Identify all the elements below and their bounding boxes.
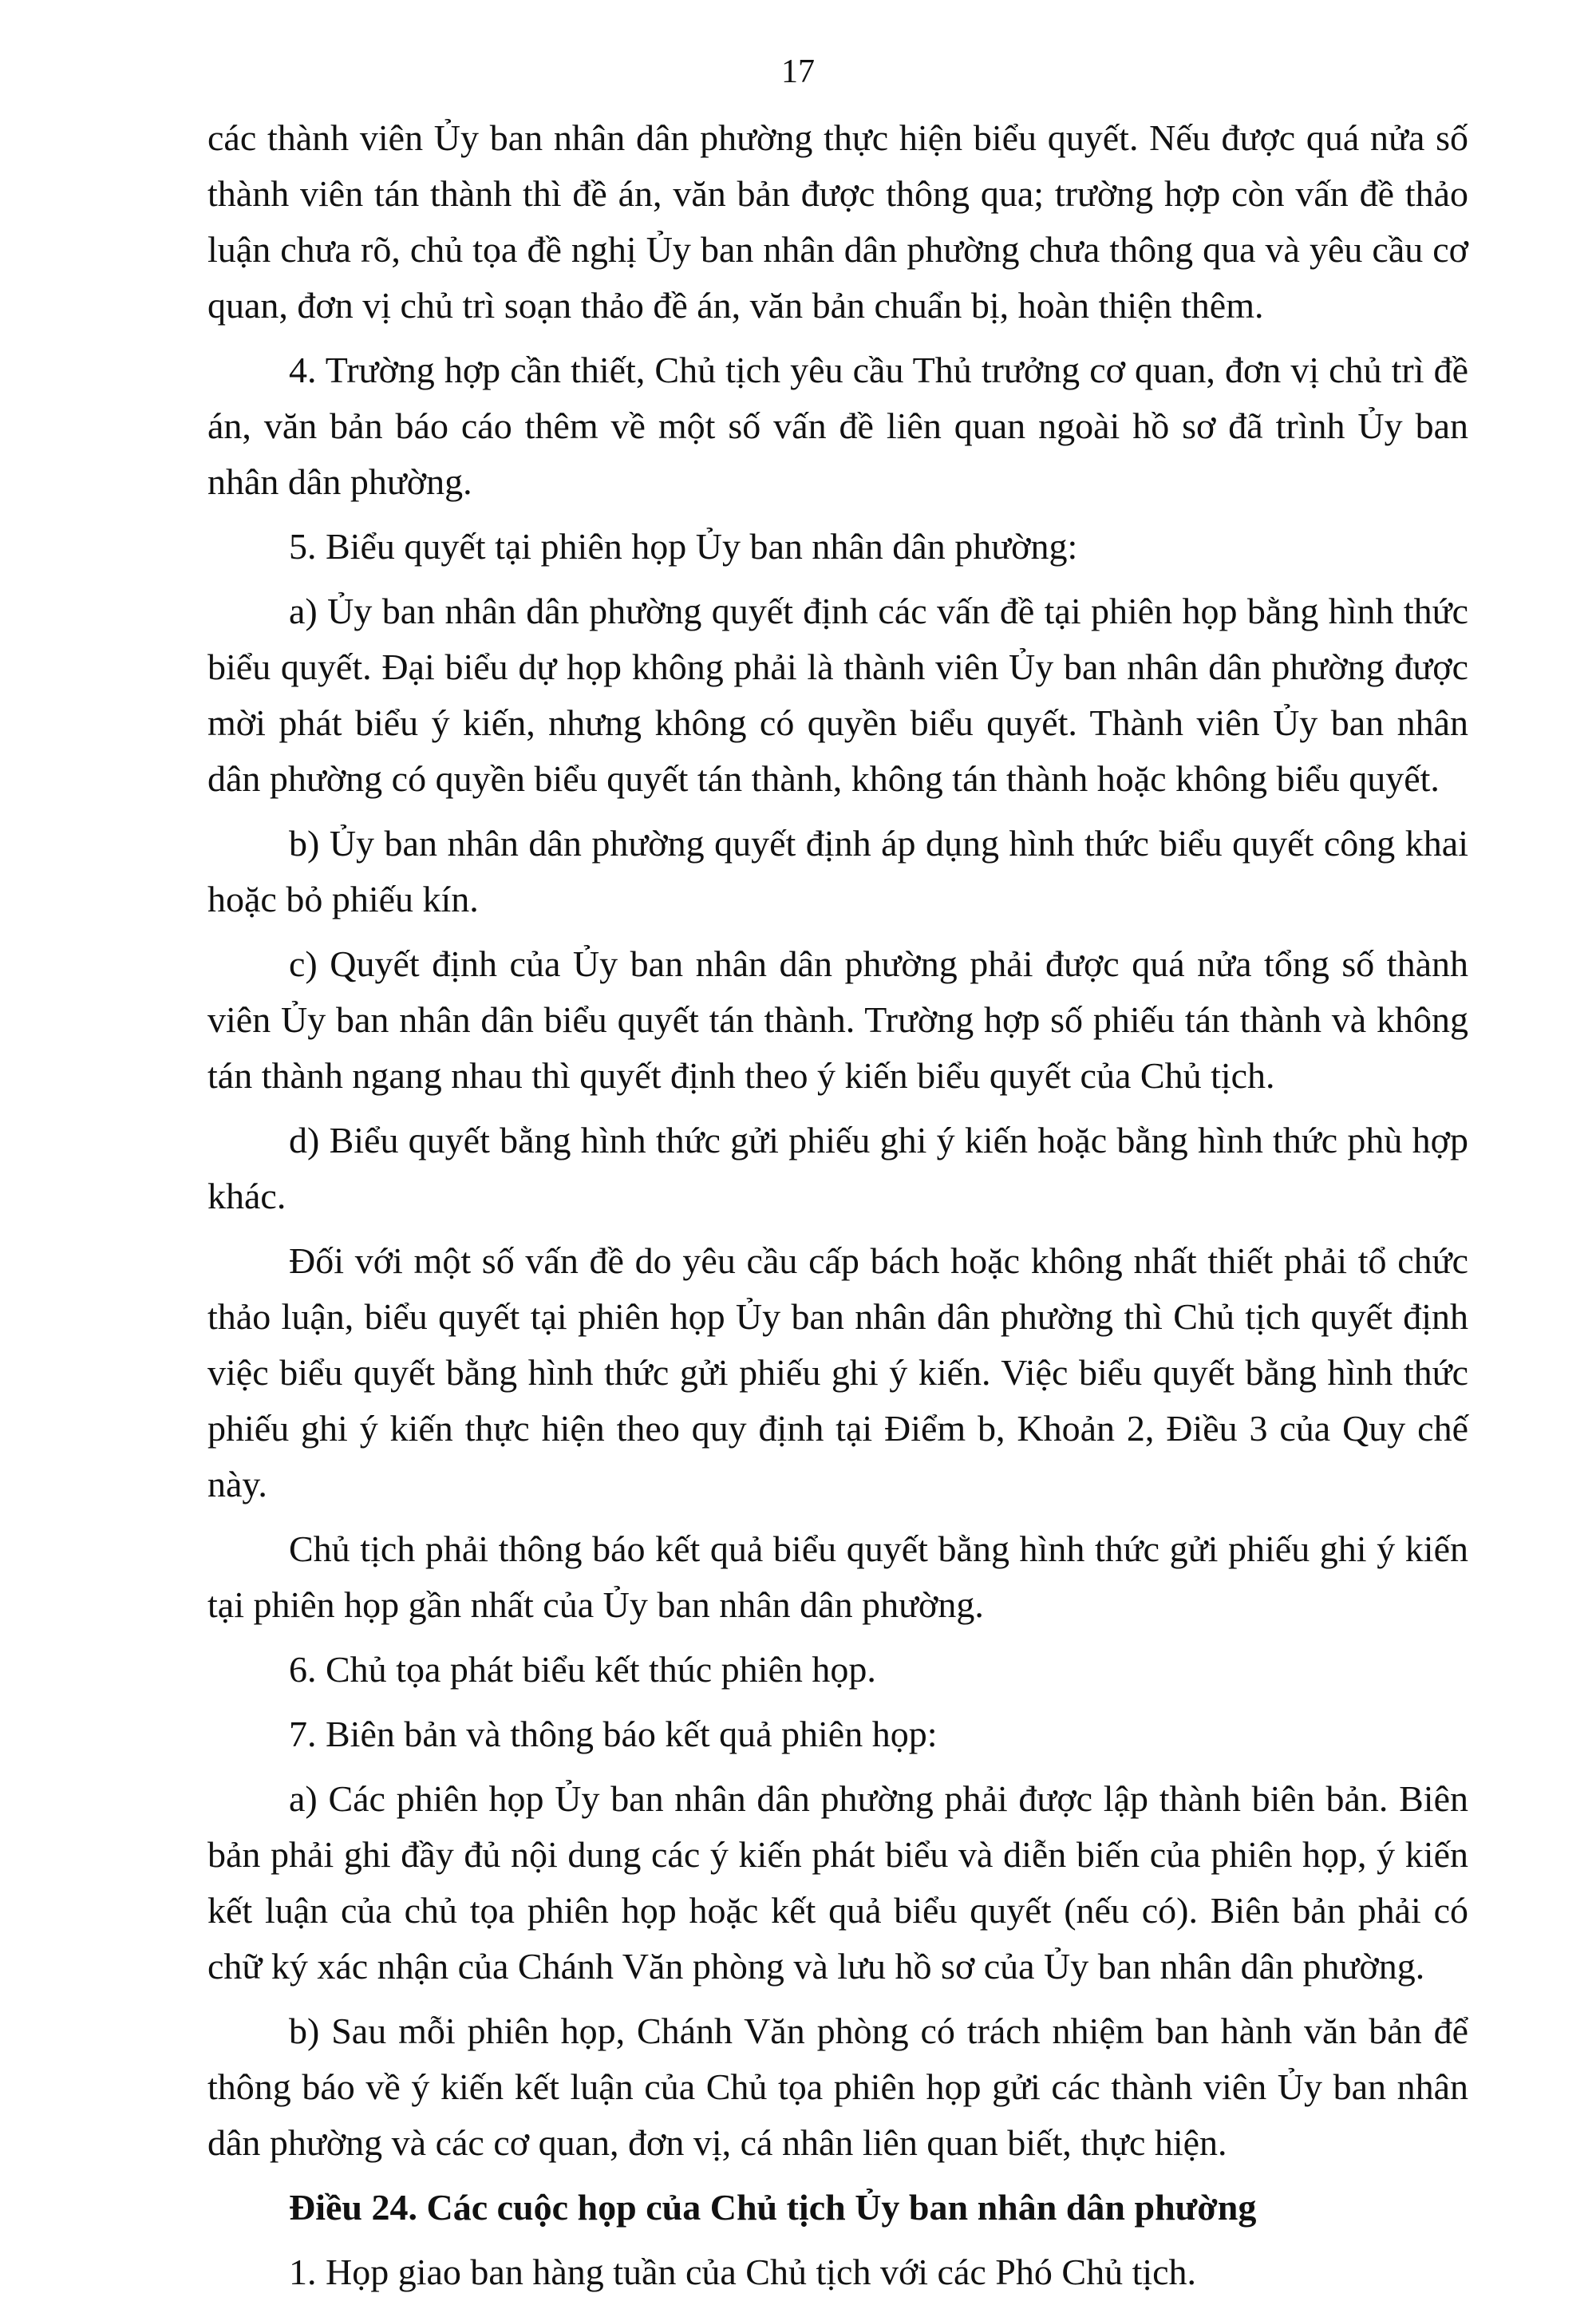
article-24-heading: Điều 24. Các cuộc họp của Chủ tịch Ủy ban nhân dân phường <box>289 2187 1257 2228</box>
paragraph-chairman-notice: Chủ tịch phải thông báo kết quả biểu quyết bằng hình thức gửi phiếu ghi ý kiến tại phiên họp gần nhất của Ủy ban nhân dân phường. <box>207 1528 1468 1625</box>
paragraph-clause-7b: b) Sau mỗi phiên họp, Chánh Văn phòng có trách nhiệm ban hành văn bản để thông báo về ý kiến kết luận của Chủ tọa phiên họp gửi các thành viên Ủy ban nhân dân phường và các cơ quan, đơn vị, cá nhân liên quan biết, thực hiện. <box>207 2010 1468 2163</box>
document-body <box>207 110 1468 2309</box>
paragraph-clause-5: 5. Biểu quyết tại phiên họp Ủy ban nhân dân phường: <box>289 526 1078 567</box>
paragraph-clause-5b: b) Ủy ban nhân dân phường quyết định áp dụng hình thức biểu quyết công khai hoặc bỏ phiếu kín. <box>207 823 1468 919</box>
paragraph-clause-7: 7. Biên bản và thông báo kết quả phiên họp: <box>289 1714 938 1754</box>
paragraph-clause-7a: a) Các phiên họp Ủy ban nhân dân phường phải được lập thành biên bản. Biên bản phải ghi đầy đủ nội dung các ý kiến phát biểu và diễn biến của phiên họp, ý kiến kết luận của chủ tọa phiên họp hoặc kết quả biểu quyết (nếu có). Biên bản phải có chữ ký xác nhận của Chánh Văn phòng và lưu hồ sơ của Ủy ban nhân dân phường. <box>207 1778 1468 1987</box>
paragraph-urgent-issues: Đối với một số vấn đề do yêu cầu cấp bách hoặc không nhất thiết phải tổ chức thảo luận, biểu quyết tại phiên họp Ủy ban nhân dân phường thì Chủ tịch quyết định việc biểu quyết bằng hình thức gửi phiếu ghi ý kiến. Việc biểu quyết bằng hình thức phiếu ghi ý kiến thực hiện theo quy định tại Điểm b, Khoản 2, Điều 3 của Quy chế này. <box>207 1240 1468 1504</box>
paragraph-continuation: các thành viên Ủy ban nhân dân phường thực hiện biểu quyết. Nếu được quá nửa số thành viên tán thành thì đề án, văn bản được thông qua; trường hợp còn vấn đề thảo luận chưa rõ, chủ tọa đề nghị Ủy ban nhân dân phường chưa thông qua và yêu cầu cơ quan, đơn vị chủ trì soạn thảo đề án, văn bản chuẩn bị, hoàn thiện thêm. <box>207 117 1468 326</box>
paragraph-clause-5a: a) Ủy ban nhân dân phường quyết định các vấn đề tại phiên họp bằng hình thức biểu quyết. Đại biểu dự họp không phải là thành viên Ủy ban nhân dân phường được mời phát biểu ý kiến, nhưng không có quyền biểu quyết. Thành viên Ủy ban nhân dân phường có quyền biểu quyết tán thành, không tán thành hoặc không biểu quyết. <box>207 591 1468 799</box>
article-24-item-1: 1. Họp giao ban hàng tuần của Chủ tịch với các Phó Chủ tịch. <box>289 2252 1197 2292</box>
paragraph-clause-5d: d) Biểu quyết bằng hình thức gửi phiếu ghi ý kiến hoặc bằng hình thức phù hợp khác. <box>207 1120 1468 1216</box>
paragraph-clause-6: 6. Chủ tọa phát biểu kết thúc phiên họp. <box>289 1649 876 1690</box>
paragraph-clause-5c: c) Quyết định của Ủy ban nhân dân phường phải được quá nửa tổng số thành viên Ủy ban nhân dân biểu quyết tán thành. Trường hợp số phiếu tán thành và không tán thành ngang nhau thì quyết định theo ý kiến biểu quyết của Chủ tịch. <box>207 943 1468 1096</box>
paragraph-clause-4: 4. Trường hợp cần thiết, Chủ tịch yêu cầu Thủ trưởng cơ quan, đơn vị chủ trì đề án, văn bản báo cáo thêm về một số vấn đề liên quan ngoài hồ sơ đã trình Ủy ban nhân dân phường. <box>207 350 1468 502</box>
page-number: 17 <box>781 53 815 90</box>
